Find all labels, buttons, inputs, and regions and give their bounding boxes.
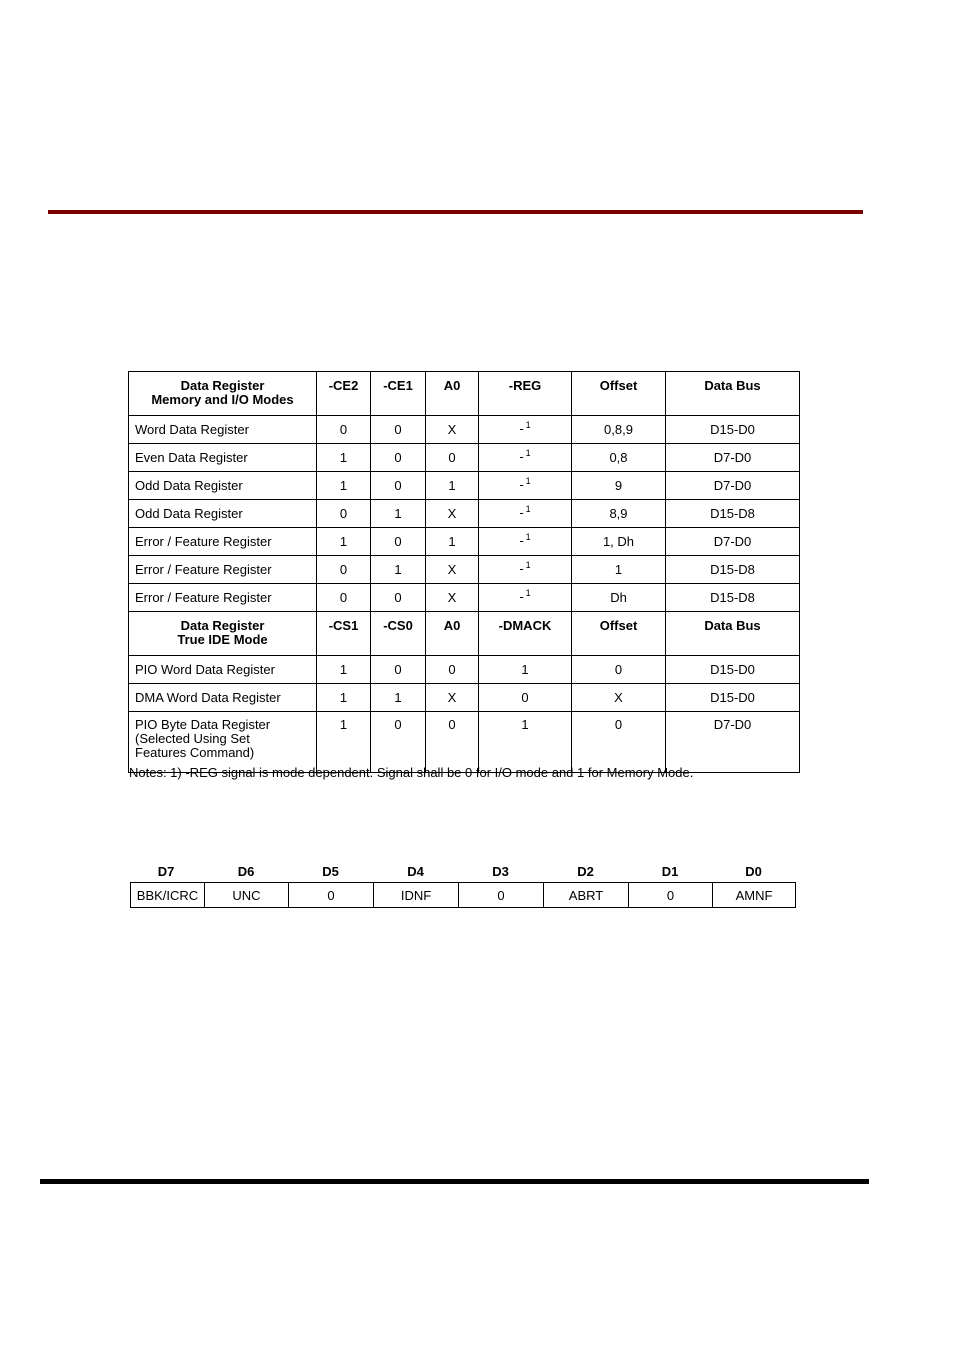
footnote-mark: 1 (525, 420, 531, 430)
table-cell (666, 556, 800, 584)
cell-value: 0 (448, 661, 456, 677)
header-cell: -DMACK (479, 612, 572, 656)
table-cell (572, 444, 666, 472)
table-cell (317, 500, 371, 528)
table-cell (371, 472, 426, 500)
table-cell (426, 684, 479, 712)
header-cell: A0 (426, 612, 479, 656)
register-name-line: PIO Byte Data Register (135, 717, 271, 732)
table-cell (317, 556, 371, 584)
table-cell (572, 528, 666, 556)
table-cell (479, 656, 572, 684)
bit-header: D3 (492, 863, 509, 879)
cell-value: - (519, 477, 524, 492)
header-name-line2: True IDE Mode (177, 632, 268, 647)
cell-value: 1 (339, 689, 348, 705)
table-row (129, 684, 800, 712)
table-cell (317, 472, 371, 500)
cell-value: 1 (339, 449, 348, 465)
header-cell: Offset (572, 372, 666, 416)
register-name (129, 712, 317, 773)
table-cell (572, 584, 666, 612)
error-bits-row (131, 883, 796, 908)
bit-value: AMNF (713, 883, 796, 908)
table-cell (572, 556, 666, 584)
bit-value: UNC (205, 883, 289, 908)
cell-value: D15-D8 (710, 561, 755, 577)
cell-value: 0 (339, 421, 348, 437)
cell-value: 1 (394, 561, 402, 577)
table-cell (479, 528, 572, 556)
table-cell (371, 500, 426, 528)
table-cell: 0 (426, 712, 479, 773)
table-cell (666, 500, 800, 528)
register-name: PIO Word Data Register (129, 656, 317, 684)
error-bits-table (130, 882, 796, 908)
table-cell (426, 472, 479, 500)
table-cell (371, 656, 426, 684)
bit-value: 0 (629, 883, 713, 908)
table-header-row (129, 372, 800, 416)
footnote-mark: 1 (525, 588, 531, 598)
footnote-mark: 1 (525, 448, 531, 458)
table-cell (479, 444, 572, 472)
footnote-mark: 1 (525, 560, 531, 570)
cell-value: 0 (521, 689, 529, 705)
cell-value: X (614, 689, 623, 705)
cell-value: 1 (339, 477, 348, 493)
cell-value: 1 (448, 477, 456, 493)
cell-value: - (519, 449, 524, 464)
table-cell (371, 556, 426, 584)
table-cell (666, 444, 800, 472)
bit-header: D5 (322, 863, 339, 879)
table-cell (371, 584, 426, 612)
register-name: Even Data Register (129, 444, 317, 472)
cell-value: 0 (339, 505, 348, 521)
footnote-mark: 1 (525, 532, 531, 542)
table-cell (371, 528, 426, 556)
header-name-line2: Memory and I/O Modes (151, 392, 294, 407)
cell-value: 8,9 (609, 505, 628, 521)
cell-value: 1 (339, 661, 348, 677)
cell-value: 1 (614, 561, 623, 577)
register-name: Word Data Register (129, 416, 317, 444)
cell-value: 0 (339, 561, 348, 577)
top-rule (48, 210, 863, 214)
cell-value: D15-D0 (710, 689, 755, 705)
cell-value: 0 (394, 449, 402, 465)
cell-value: D7-D0 (713, 477, 752, 493)
register-name-line: (Selected Using Set (135, 731, 250, 746)
table-cell: 1 (317, 712, 371, 773)
table-cell (666, 472, 800, 500)
cell-value: D15-D8 (710, 589, 755, 605)
table-cell (426, 656, 479, 684)
register-name: Error / Feature Register (129, 556, 317, 584)
cell-value: Dh (610, 589, 627, 605)
table-notes: Notes: 1) -REG signal is mode dependent. Signal shall be 0 for I/O mode and 1 for Memory Mode. (129, 765, 694, 780)
header-cell: -CS1 (317, 612, 371, 656)
bit-value: IDNF (374, 883, 459, 908)
header-name-line1: Data Register (180, 618, 265, 633)
cell-value: - (519, 421, 524, 436)
cell-value: X (447, 689, 457, 705)
register-name-line: Features Command) (135, 745, 255, 760)
table-row (129, 528, 800, 556)
error-bits-header-row (128, 862, 795, 880)
cell-value: - (519, 533, 524, 548)
bit-header: D4 (407, 863, 424, 879)
cell-value: 0 (614, 661, 623, 677)
table-cell (572, 416, 666, 444)
header-cell: Offset (572, 612, 666, 656)
bit-header: D1 (661, 863, 679, 879)
register-name: Error / Feature Register (129, 584, 317, 612)
table-cell (479, 684, 572, 712)
table-header-row (129, 612, 800, 656)
cell-value: D7-D0 (713, 533, 752, 549)
register-name: Odd Data Register (129, 472, 317, 500)
cell-value: 1, Dh (602, 533, 635, 549)
table-cell (317, 416, 371, 444)
table-cell (371, 416, 426, 444)
register-name: Error / Feature Register (129, 528, 317, 556)
cell-value: 0 (394, 477, 402, 493)
cell-value: 9 (614, 477, 623, 493)
table-cell (426, 528, 479, 556)
table-cell (666, 416, 800, 444)
table-cell: D7-D0 (666, 712, 800, 773)
cell-value: 0 (394, 421, 402, 437)
cell-value: 1 (339, 533, 348, 549)
cell-value: 0,8 (609, 449, 628, 465)
cell-value: D7-D0 (713, 449, 752, 465)
table-row (129, 472, 800, 500)
header-cell: -REG (479, 372, 572, 416)
data-register-table (128, 371, 800, 773)
table-cell (371, 444, 426, 472)
table-cell (479, 472, 572, 500)
table-cell (426, 416, 479, 444)
table-cell (317, 444, 371, 472)
table-cell: 0 (572, 712, 666, 773)
header-cell: -CE1 (371, 372, 426, 416)
table-cell (426, 584, 479, 612)
table-cell (572, 500, 666, 528)
bit-value: 0 (289, 883, 374, 908)
bit-header: D0 (745, 863, 762, 879)
table-cell (666, 684, 800, 712)
cell-value: 1 (394, 505, 402, 521)
table-row (129, 656, 800, 684)
table-row (129, 500, 800, 528)
cell-value: X (447, 505, 457, 521)
cell-value: 0 (339, 589, 348, 605)
cell-value: 0 (394, 589, 402, 605)
cell-value: X (447, 421, 457, 437)
table-cell (666, 584, 800, 612)
cell-value: 1 (394, 689, 402, 705)
bit-header: D6 (237, 863, 255, 879)
header-register-name (129, 612, 317, 656)
header-cell: A0 (426, 372, 479, 416)
table-cell (426, 556, 479, 584)
cell-value: X (447, 561, 457, 577)
register-name: Odd Data Register (129, 500, 317, 528)
bit-value: BBK/ICRC (131, 883, 205, 908)
table-row (129, 712, 800, 773)
table-cell (317, 656, 371, 684)
table-cell (317, 684, 371, 712)
header-register-name (129, 372, 317, 416)
cell-value: 0 (394, 661, 402, 677)
cell-value: - (519, 589, 524, 604)
header-cell: -CS0 (371, 612, 426, 656)
table-row (129, 584, 800, 612)
header-cell: Data Bus (666, 612, 800, 656)
table-cell: 1 (479, 712, 572, 773)
cell-value: - (519, 505, 524, 520)
bit-value: ABRT (544, 883, 629, 908)
table-cell (371, 684, 426, 712)
data-register-table-body (129, 372, 800, 773)
table-cell (666, 528, 800, 556)
error-bits-header (128, 862, 795, 880)
table-cell (479, 584, 572, 612)
footnote-mark: 1 (525, 476, 531, 486)
footnote-mark: 1 (525, 504, 531, 514)
cell-value: X (447, 589, 457, 605)
table-cell (572, 472, 666, 500)
table-cell (317, 584, 371, 612)
table-cell (572, 656, 666, 684)
cell-value: 1 (521, 661, 529, 677)
cell-value: 1 (448, 533, 456, 549)
header-cell: -CE2 (317, 372, 371, 416)
table-row (129, 444, 800, 472)
table-cell (426, 500, 479, 528)
table-cell (479, 416, 572, 444)
table-cell (317, 528, 371, 556)
table-cell (666, 656, 800, 684)
cell-value: 0 (394, 533, 402, 549)
bit-header: D2 (577, 863, 594, 879)
bit-value: 0 (459, 883, 544, 908)
table-cell (479, 556, 572, 584)
cell-value: - (519, 561, 524, 576)
header-cell: Data Bus (666, 372, 800, 416)
cell-value: 0 (448, 449, 456, 465)
cell-value: D15-D8 (710, 505, 755, 521)
table-cell: 0 (371, 712, 426, 773)
table-cell (479, 500, 572, 528)
cell-value: D15-D0 (710, 661, 755, 677)
header-name-line1: Data Register (180, 378, 265, 393)
table-cell (572, 684, 666, 712)
cell-value: 0,8,9 (604, 421, 633, 437)
bit-header: D7 (157, 863, 175, 879)
table-cell (426, 444, 479, 472)
table-row (129, 416, 800, 444)
table-row (129, 556, 800, 584)
register-name: DMA Word Data Register (129, 684, 317, 712)
cell-value: D15-D0 (710, 421, 755, 437)
bottom-rule (40, 1179, 869, 1184)
